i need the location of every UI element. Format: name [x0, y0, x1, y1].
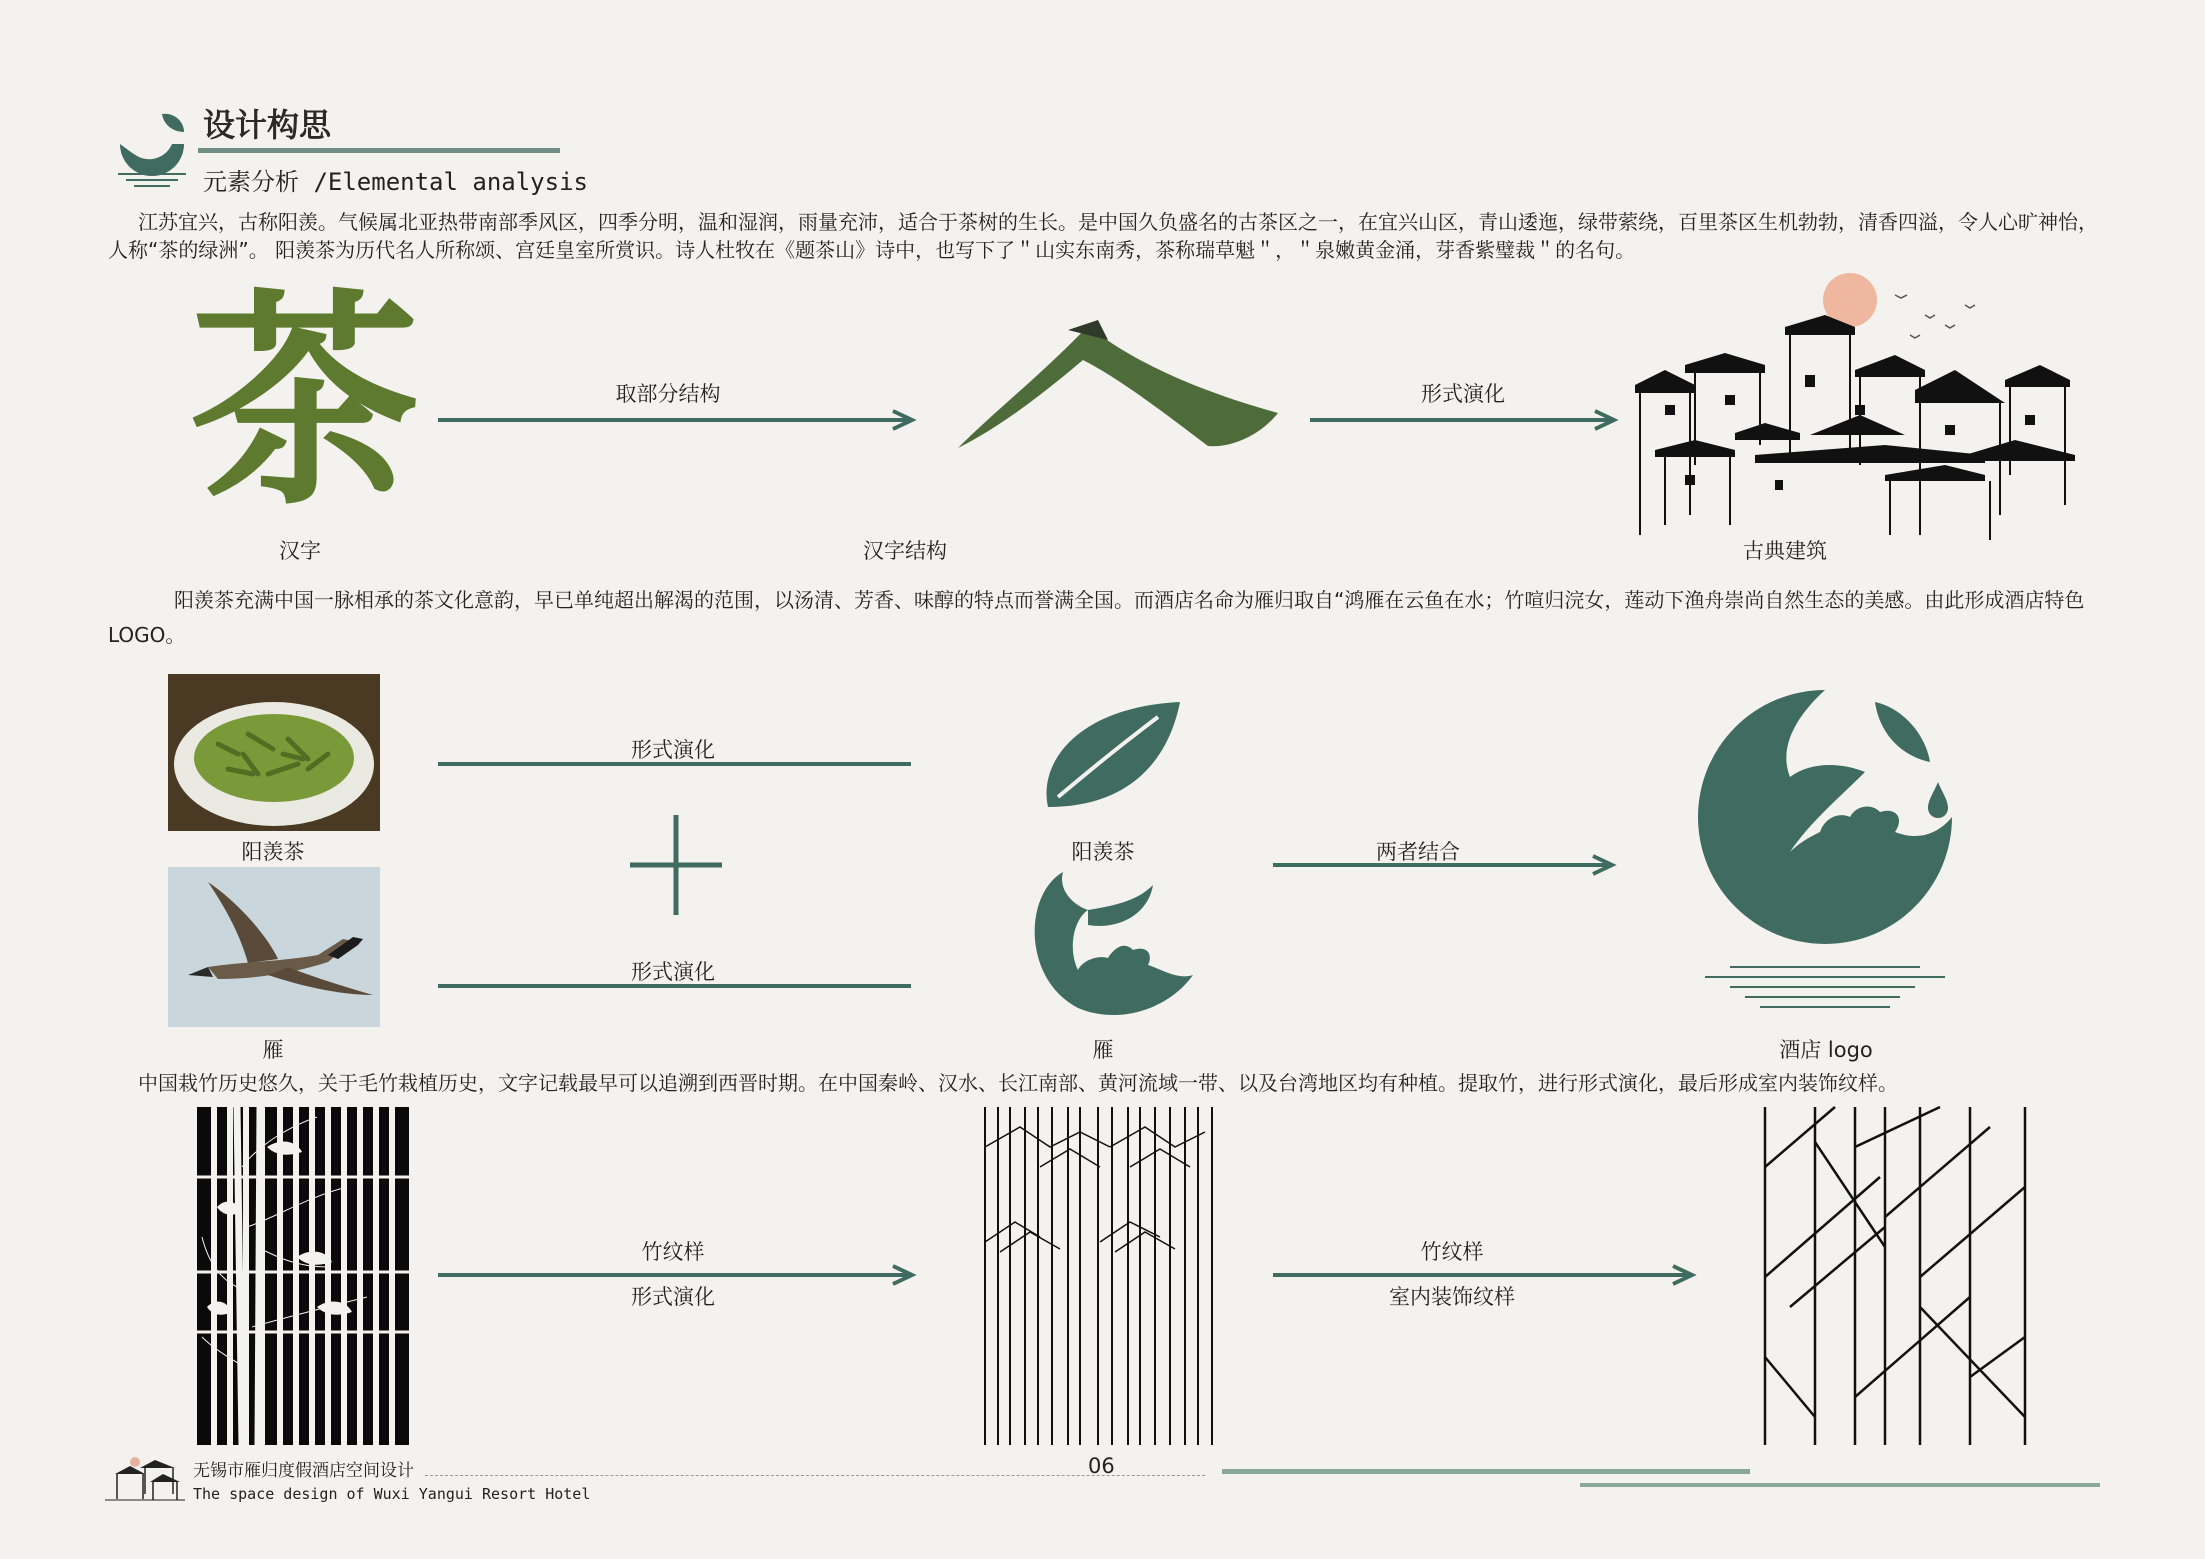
tea-leaves-photo — [168, 674, 380, 831]
label-wave: 雁 — [1092, 1038, 1114, 1062]
roof-structure-icon — [958, 318, 1288, 453]
arrow-2-label: 形式演化 — [1421, 382, 1505, 406]
footer-cn: 无锡市雁归度假酒店空间设计 — [193, 1461, 414, 1481]
goose-photo — [168, 867, 380, 1027]
arrow-combine-label: 两者结合 — [1376, 840, 1460, 864]
title-underline — [198, 148, 560, 153]
footer-house-icon — [105, 1454, 185, 1504]
footer-line-1 — [1222, 1469, 1750, 1474]
bamboo-pattern-icon — [980, 1107, 1225, 1445]
label-hanzi: 汉字 — [279, 539, 321, 563]
label-goose-photo: 雁 — [262, 1038, 284, 1062]
goose-wave-icon — [1028, 870, 1198, 1015]
page-number: 06 — [1088, 1454, 1115, 1478]
intro-paragraph: 江苏宜兴，古称阳羡。气候属北亚热带南部季风区，四季分明，温和湿润，雨量充沛，适合于茶树的生长。是中国久负盛名的古茶区之一，在宜兴山区，青山逶迤，绿带萦绕，百里茶区生机勃勃，清香四溢，令人心旷神怡，人称“茶的绿洲”。 阳羡茶为历代名人所称颂、宫廷皇室所赏识。诗人杜牧在《题茶山》诗中，也写下了＂山实东南秀，茶称瑞草魁＂，＂泉嫩黄金涌，芽香紫璧裁＂的名句。 — [108, 210, 2098, 262]
tea-leaf-icon — [1038, 702, 1183, 812]
hotel-logo-icon — [1690, 682, 1960, 1022]
page-title: 设计构思 — [203, 106, 332, 144]
bamboo-paragraph: 中国栽竹历史悠久，关于毛竹栽植历史，文字记载最早可以追溯到西晋时期。在中国秦岭、汉水、长江南部、黄河流域一带、以及台湾地区均有种植。提取竹，进行形式演化，最后形成室内装饰纹样。 — [138, 1071, 1898, 1095]
arrow-top-label: 形式演化 — [631, 738, 715, 762]
arrow-1-label: 取部分结构 — [615, 382, 721, 406]
footer-line-2 — [1580, 1483, 2100, 1487]
tea-character: 茶 — [190, 267, 421, 537]
logo-paragraph: 阳羡茶充满中国一脉相承的茶文化意韵，早已单纯超出解渴的范围，以汤清、芳香、味醇的特点而誉满全国。而酒店名命为雁归取自“鸿雁在云鱼在水；竹喧归浣女，莲动下渔舟崇尚自然生态的美感。由此形成酒店特色 LOGO。 — [108, 588, 2085, 647]
arrow-2 — [1310, 405, 1620, 435]
label-struct: 汉字结构 — [863, 539, 947, 563]
arrow-bottom-label: 形式演化 — [631, 960, 715, 984]
label-tea-photo: 阳羡茶 — [241, 840, 305, 864]
label-leaf: 阳羡茶 — [1071, 840, 1135, 864]
label-logo: 酒店 logo — [1779, 1038, 1873, 1062]
arrow-1 — [438, 405, 918, 435]
arrow-bamboo-2-bottom: 室内装饰纹样 — [1389, 1285, 1515, 1309]
ancient-architecture-icon — [1625, 275, 2095, 540]
footer-en: The space design of Wuxi Yangui Resort Hotel — [193, 1485, 591, 1503]
label-arch: 古典建筑 — [1743, 539, 1827, 563]
header-logo-icon — [112, 104, 192, 190]
interior-pattern-icon — [1760, 1107, 2030, 1445]
arrow-bamboo-2-top: 竹纹样 — [1420, 1240, 1484, 1264]
arrow-bamboo-1-bottom: 形式演化 — [631, 1285, 715, 1309]
plus-icon — [630, 815, 722, 915]
arrow-bamboo-1-top: 竹纹样 — [641, 1240, 705, 1264]
page-subtitle: 元素分析 /Elemental analysis — [203, 168, 588, 196]
bamboo-photo — [197, 1107, 409, 1445]
